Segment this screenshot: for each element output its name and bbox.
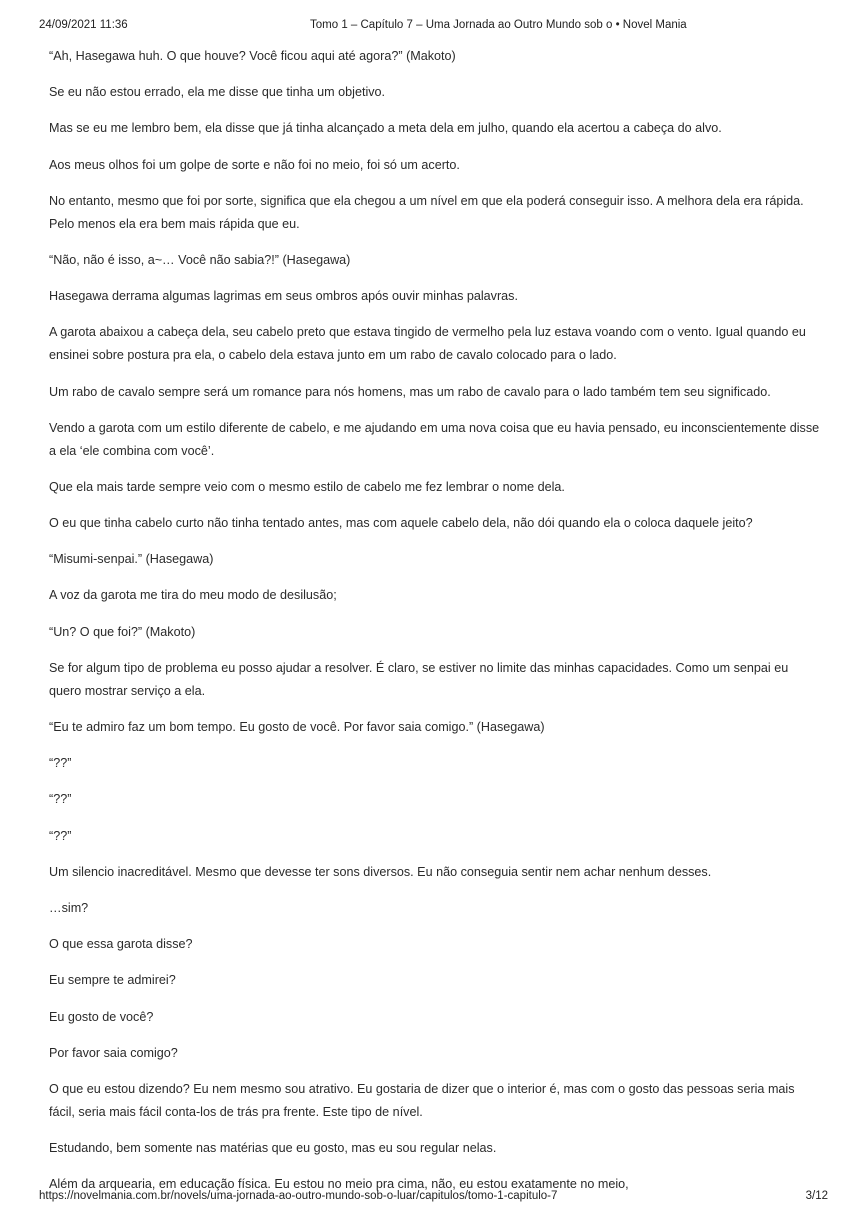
paragraph: Eu sempre te admirei?: [49, 973, 176, 988]
paragraph: “Un? O que foi?” (Makoto): [49, 624, 196, 639]
paragraph: Se eu não estou errado, ela me disse que tinha um objetivo.: [49, 85, 386, 100]
paragraph: Mas se eu me lembro bem, ela disse que já tinha alcançado a meta dela em julho, quando ela acertou a cabeça do alvo.: [49, 121, 722, 136]
paragraph: O que eu estou dizendo? Eu nem mesmo sou atrativo. Eu gostaria de dizer que o interior é, mas com o gosto das pessoas seria mais fácil, seria mais fácil conta-los de trás pra frente. Este tipo de nível.: [49, 1081, 795, 1119]
paragraph: Um silencio inacreditável. Mesmo que devesse ter sons diversos. Eu não conseguia sentir nem achar nenhum desses.: [49, 864, 712, 879]
paragraph: Um rabo de cavalo sempre será um romance para nós homens, mas um rabo de cavalo para o lado também tem seu significado.: [49, 384, 771, 399]
paragraph: A voz da garota me tira do meu modo de desilusão;: [49, 588, 337, 603]
paragraph: O que essa garota disse?: [49, 937, 193, 952]
paragraph: “Misumi-senpai.” (Hasegawa): [49, 552, 214, 567]
paragraph: Por favor saia comigo?: [49, 1045, 178, 1060]
paragraph: “??”: [49, 756, 72, 771]
paragraph: “Ah, Hasegawa huh. O que houve? Você ficou aqui até agora?” (Makoto): [49, 49, 456, 63]
paragraph: Aos meus olhos foi um golpe de sorte e não foi no meio, foi só um acerto.: [49, 157, 460, 172]
paragraph: Eu gosto de você?: [49, 1009, 154, 1024]
paragraph: O eu que tinha cabelo curto não tinha tentado antes, mas com aquele cabelo dela, não dói quando ela o coloca daquele jeito?: [49, 516, 753, 531]
paragraph: “Eu te admiro faz um bom tempo. Eu gosto de você. Por favor saia comigo.” (Hasegawa): [49, 720, 545, 734]
paragraph: Além da arquearia, em educação física. Eu estou no meio pra cima, não, eu estou exatamente no meio,: [49, 1177, 629, 1192]
paragraph: A garota abaixou a cabeça dela, seu cabelo preto que estava tingido de vermelho pela luz estava voando com o vento. Igual quando eu ensinei sobre postura pra ela, o cabelo dela estava junto em um rabo de cavalo colocado para o lado.: [49, 325, 806, 363]
paragraph: Se for algum tipo de problema eu posso ajudar a resolver. É claro, se estiver no limite das minhas capacidades. Como um senpai eu quero mostrar serviço a ela.: [49, 660, 789, 698]
paragraph: No entanto, mesmo que foi por sorte, significa que ela chegou a um nível em que ela poderá conseguir isso. A melhora dela era rápida. Pelo menos ela era bem mais rápida que eu.: [49, 193, 804, 231]
paragraph: “??”: [49, 828, 72, 843]
paragraph: Estudando, bem somente nas matérias que eu gosto, mas eu sou regular nelas.: [49, 1141, 497, 1156]
page-url: https://novelmania.com.br/novels/uma-jornada-ao-outro-mundo-sob-o-luar/capitulos/tomo-1-capitulo-7: [39, 1190, 558, 1202]
paragraph: “Não, não é isso, a~… Você não sabia?!” (Hasegawa): [49, 252, 351, 267]
paragraph: “??”: [49, 792, 72, 807]
paragraph: Vendo a garota com um estilo diferente de cabelo, e me ajudando em uma nova coisa que eu havia pensado, eu inconscientemente disse a ela ‘ele combina com você’.: [49, 420, 820, 458]
page-number: 3/12: [805, 1190, 828, 1202]
page-title: Tomo 1 – Capítulo 7 – Uma Jornada ao Outro Mundo sob o • Novel Mania: [310, 19, 687, 31]
paragraph: …sim?: [49, 900, 89, 915]
paragraph: Hasegawa derrama algumas lagrimas em seus ombros após ouvir minhas palavras.: [49, 289, 518, 304]
paragraph: Que ela mais tarde sempre veio com o mesmo estilo de cabelo me fez lembrar o nome dela.: [49, 479, 565, 494]
print-datetime: 24/09/2021 11:36: [39, 19, 128, 31]
chapter-text: [49, 45, 823, 1209]
